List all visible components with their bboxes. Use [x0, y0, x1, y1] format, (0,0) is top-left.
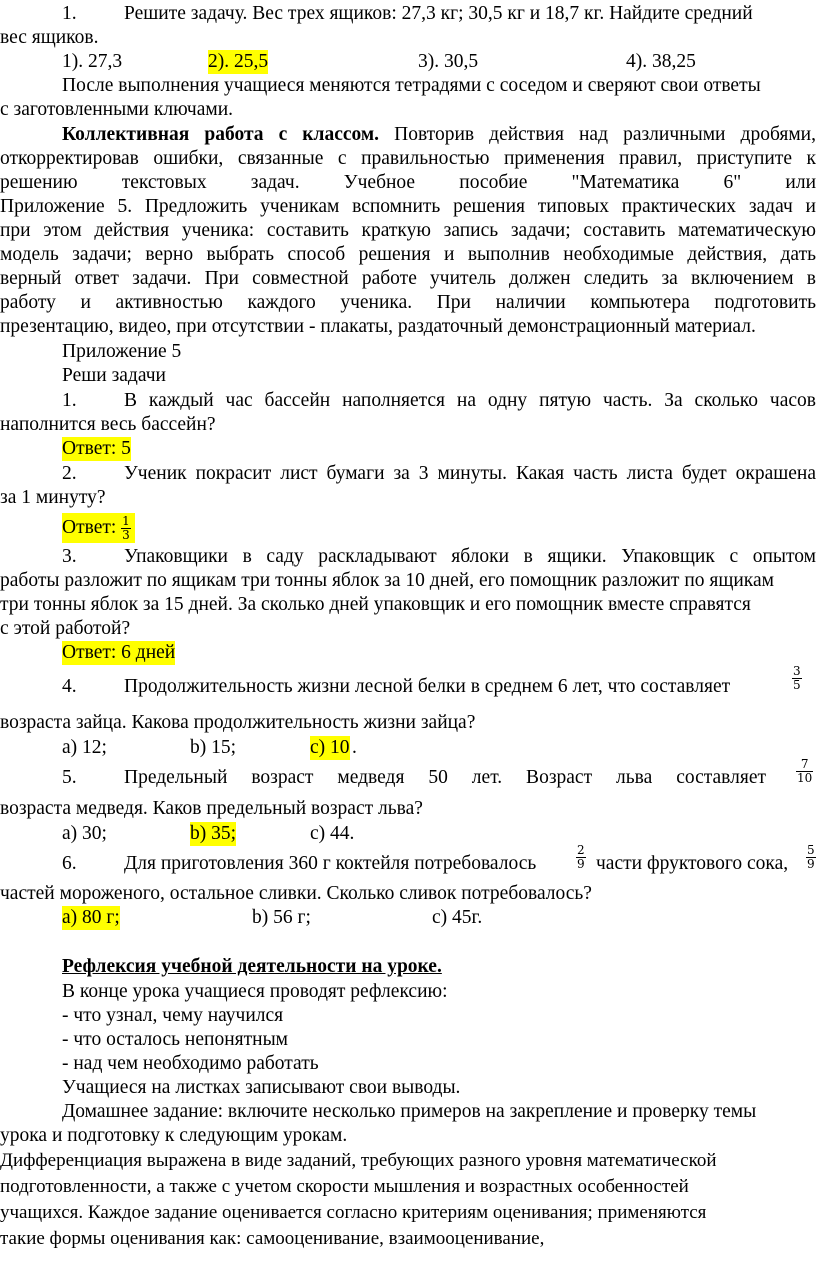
text: Реши задачи	[62, 365, 166, 386]
denominator: 5	[793, 678, 801, 692]
option-a: а) 12;	[62, 737, 107, 758]
option-4: 4). 38,25	[626, 51, 696, 72]
option-2-correct: 2). 25,5	[208, 51, 269, 72]
option-c-correct: c) 10	[310, 737, 350, 758]
list-number: 5.	[62, 767, 77, 788]
intro-task-text: Решите задачу. Вес трех ящиков: 27,3 кг; 30,5 кг и 18,7 кг. Найдите средний	[124, 3, 753, 24]
list-number: 3.	[62, 546, 77, 567]
problem-4-options	[0, 736, 816, 760]
problem-3-line-4	[0, 617, 816, 641]
problem-4-line-2	[0, 711, 816, 735]
differentiation-line-4	[0, 1226, 816, 1252]
problem-2-answer	[0, 513, 816, 543]
numerator: 2	[577, 843, 585, 857]
intro-task-line-2	[0, 26, 816, 50]
reflection-conclusion	[0, 1076, 816, 1100]
problem-5-options	[0, 822, 816, 846]
collective-line-6: модель задачи; верно выбрать способ решения и выполнив необходимые действия, дать	[0, 244, 816, 265]
option-c: c) 44.	[310, 823, 355, 844]
list-number: 1.	[62, 390, 77, 411]
intro-task-options	[0, 50, 816, 74]
problem-6-line-1	[0, 843, 816, 876]
text: за 1 минуту?	[0, 487, 106, 508]
list-number: 2.	[62, 463, 77, 484]
text: с этой работой?	[0, 618, 131, 639]
text: Предельный возраст медведя 50 лет. Возраст льва составляет	[124, 767, 766, 788]
option-b-correct: b) 35;	[190, 823, 237, 844]
problem-5-line-1	[0, 757, 816, 790]
paragraph-line	[0, 74, 816, 98]
homework-line-2	[0, 1124, 816, 1148]
text: - что узнал, чему научился	[62, 1005, 284, 1026]
problem-1-answer	[0, 437, 816, 461]
text: Для приготовления 360 г коктейля потребовалось	[124, 853, 537, 874]
problem-3-line-3: три тонны яблок за 15 дней. За сколько дней упаковщик и его помощник вместе справятся	[0, 594, 751, 615]
reflection-item	[0, 1052, 816, 1076]
fraction	[796, 758, 813, 785]
numerator: 3	[793, 664, 801, 678]
text: урока и подготовку к следующим урокам.	[0, 1125, 348, 1146]
list-number: 6.	[62, 853, 77, 874]
reflection-item	[0, 1028, 816, 1052]
problem-6-line-2	[0, 882, 816, 906]
text: возраста зайца. Какова продолжительность жизни зайца?	[0, 712, 476, 733]
paragraph-line	[0, 98, 816, 122]
fraction	[806, 844, 816, 871]
fraction	[792, 665, 802, 692]
problem-2-line-2	[0, 486, 816, 510]
collective-line-4: Приложение 5. Предложить ученикам вспомнить решения типовых практических задач и	[0, 196, 816, 217]
list-number: 1.	[62, 3, 77, 24]
numerator: 5	[807, 843, 815, 857]
collective-line-5: при этом действия ученика: составить краткую запись задачи; составить математическую	[0, 220, 816, 241]
problem-3-answer	[0, 641, 816, 665]
text: В каждый час бассейн наполняется на одну пятую часть. За сколько часов	[124, 390, 816, 411]
fraction	[576, 844, 586, 871]
collective-line-8: работу и активностью каждого ученика. При наличии компьютера подготовить	[0, 292, 816, 313]
problem-1-line-2	[0, 413, 816, 437]
option-3: 3). 30,5	[418, 51, 479, 72]
section-heading: Рефлексия учебной деятельности на уроке.	[62, 956, 442, 977]
numerator: 1	[122, 514, 130, 529]
option-c-period: .	[352, 737, 357, 758]
numerator: 7	[800, 757, 809, 771]
problem-1-line-1	[0, 389, 816, 413]
text: Дифференциация выражена в виде заданий, требующих разного уровня математической	[0, 1150, 717, 1171]
collective-line-2: откорректировав ошибки, связанные с правильностью применения правил, приступите к	[0, 148, 816, 169]
text: Продолжительность жизни лесной белки в среднем 6 лет, что составляет	[124, 676, 731, 697]
option-b: b) 15;	[190, 737, 237, 758]
text: Учащиеся на листках записывают свои выводы.	[62, 1077, 461, 1098]
collective-line-9: презентацию, видео, при отсутствии - плакаты, раздаточный демонстрационный материал.	[0, 316, 756, 337]
differentiation-line-2	[0, 1174, 816, 1200]
answer-highlight	[62, 513, 135, 543]
intro-task-line-1	[0, 2, 816, 26]
collective-line-3: решению текстовых задач. Учебное пособие "Математика 6" или	[0, 172, 816, 193]
text: части фруктового сока,	[596, 853, 789, 874]
text: В конце урока учащиеся проводят рефлексию:	[62, 981, 448, 1002]
problem-6-options	[0, 906, 816, 930]
denominator: 10	[797, 771, 813, 785]
differentiation-line-1	[0, 1148, 816, 1174]
text: такие формы оценивания как: самооценивание, взаимооценивание,	[0, 1228, 545, 1249]
appendix-subtitle	[0, 364, 816, 388]
option-c: c) 45г.	[432, 907, 483, 928]
option-1: 1). 27,3	[62, 51, 123, 72]
answer-highlight: Ответ: 6 дней	[62, 642, 176, 663]
reflection-intro	[0, 980, 816, 1004]
problem-5-line-2	[0, 797, 816, 821]
differentiation-line-3	[0, 1200, 816, 1226]
text: с заготовленными ключами.	[0, 99, 234, 120]
text: - что осталось непонятным	[62, 1029, 289, 1050]
answer-label: Ответ:	[62, 517, 117, 538]
text: возраста медведя. Каков предельный возраст льва?	[0, 798, 423, 819]
text: частей мороженого, остальное сливки. Сколько сливок потребовалось?	[0, 883, 592, 904]
list-number: 4.	[62, 676, 77, 697]
collective-line-1	[0, 123, 816, 147]
problem-4-line-1	[0, 664, 816, 699]
text: Домашнее задание: включите несколько примеров на закрепление и проверку темы	[62, 1101, 757, 1122]
denominator: 9	[807, 857, 815, 871]
text: подготовленности, а также с учетом скорости мышления и возрастных особенностей	[0, 1176, 689, 1197]
intro-task-text: вес ящиков.	[0, 27, 99, 48]
fraction	[121, 515, 131, 542]
denominator: 9	[577, 857, 585, 871]
answer-highlight: Ответ: 5	[62, 438, 131, 459]
text: учащихся. Каждое задание оценивается согласно критериям оценивания; применяются	[0, 1202, 707, 1223]
problem-2-line-1	[0, 462, 816, 486]
reflection-item	[0, 1004, 816, 1028]
text: Приложение 5	[62, 341, 182, 362]
option-a-correct: а) 80 г;	[62, 907, 120, 928]
problem-3-line-1	[0, 545, 816, 569]
problem-3-line-2: работы разложит по ящикам три тонны яблок за 10 дней, его помощник разложит по ящикам	[0, 570, 774, 591]
text: Ученик покрасит лист бумаги за 3 минуты. Какая часть листа будет окрашена	[124, 463, 816, 484]
text: После выполнения учащиеся меняются тетрадями с соседом и сверяют свои ответы	[62, 75, 761, 96]
collective-line-7: верный ответ задачи. При совместной работе учитель должен следить за включением в	[0, 268, 816, 289]
option-a: а) 30;	[62, 823, 107, 844]
denominator: 3	[122, 528, 130, 543]
text: Упаковщики в саду раскладывают яблоки в ящики. Упаковщик с опытом	[124, 546, 816, 567]
text: - над чем необходимо работать	[62, 1053, 319, 1074]
section-heading: Коллективная работа с классом.	[62, 124, 380, 145]
appendix-title	[0, 340, 816, 364]
reflection-title	[0, 955, 816, 979]
option-b: b) 56 г;	[252, 907, 311, 928]
homework-line-1	[0, 1100, 816, 1124]
text: наполнится весь бассейн?	[0, 414, 216, 435]
text: Повторив действия над различными дробями,	[394, 124, 816, 145]
